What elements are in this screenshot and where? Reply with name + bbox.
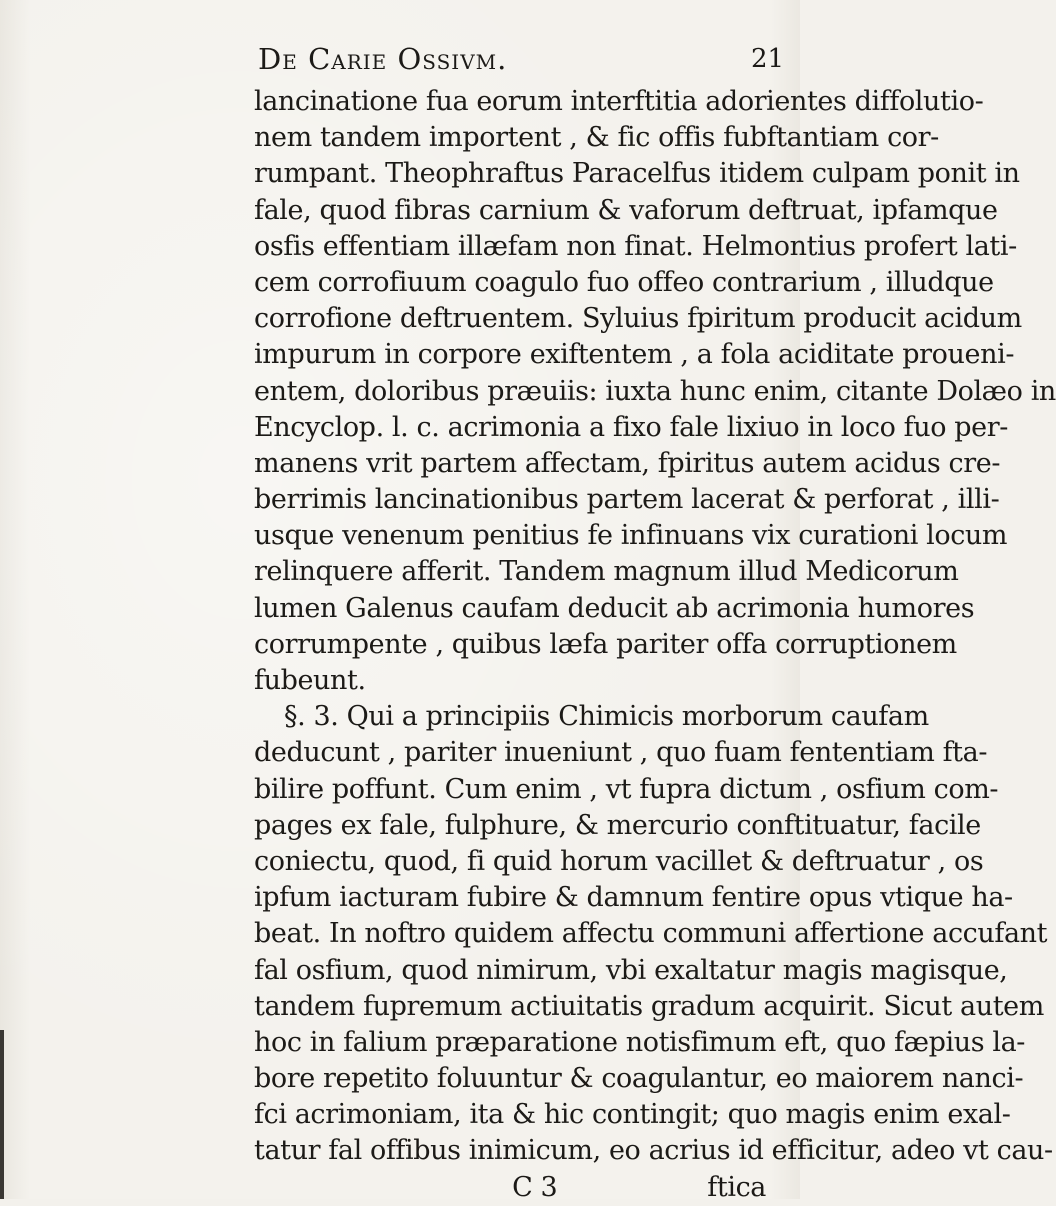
text-line: beat. In noftro quidem affectu communi affertione accufant: [254, 918, 1048, 950]
text-line: manens vrit partem affectam, fpiritus autem acidus cre-: [254, 447, 1001, 479]
page-number: 21: [751, 44, 785, 74]
text-line: fubeunt.: [254, 665, 366, 696]
running-title: De Carie Ossivm.: [258, 42, 508, 76]
text-line: bilire poffunt. Cum enim , vt fupra dictum , osfium com-: [254, 773, 999, 805]
catchword: ftica: [707, 1171, 766, 1203]
text-line: corrofione deftruentem. Syluius fpiritum producit acidum: [254, 303, 1022, 335]
text-line: tatur fal offibus inimicum, eo acrius id efficitur, adeo vt cau-: [254, 1135, 1053, 1167]
text-line: coniectu, quod, fi quid horum vacillet & deftruatur , os: [254, 845, 984, 877]
text-line: pages ex fale, fulphure, & mercurio conftituatur, facile: [254, 809, 981, 841]
text-line: corrumpente , quibus læfa pariter offa corruptionem: [254, 628, 957, 660]
text-line: berrimis lancinationibus partem lacerat & perforat , illi-: [254, 484, 1000, 516]
text-line: impurum in corpore exiftentem , a fola aciditate proueni-: [254, 339, 1015, 371]
text-line: lancinatione fua eorum interftitia adorientes diffolutio-: [254, 86, 984, 117]
text-line: lumen Galenus caufam deducit ab acrimonia humores: [254, 592, 975, 624]
text-line: usque venenum penitius fe infinuans vix curationi locum: [254, 520, 1008, 552]
text-line: fci acrimoniam, ita & hic contingit; quo magis enim exal-: [254, 1099, 1011, 1131]
text-line: nem tandem importent , & fic offis fubftantiam cor-: [254, 122, 939, 154]
text-line: tandem fupremum actiuitatis gradum acquirit. Sicut autem: [254, 990, 1044, 1022]
text-line: rumpant. Theophraftus Paracelfus itidem culpam ponit in: [254, 158, 1020, 190]
signature-mark: C 3: [512, 1171, 558, 1203]
text-line: Encyclop. l. c. acrimonia a fixo fale lixiuo in loco fuo per-: [254, 411, 1008, 443]
text-line: ipfum iacturam fubire & damnum fentire opus vtique ha-: [254, 882, 1013, 914]
text-line: entem, doloribus præuiis: iuxta hunc enim, citante Dolæo in: [254, 375, 1056, 407]
page-header: [0, 42, 800, 82]
text-line: fal osfium, quod nimirum, vbi exaltatur magis magisque,: [254, 954, 1008, 986]
text-line: relinquere afferit. Tandem magnum illud Medicorum: [254, 556, 959, 588]
text-line: hoc in falium præparatione notisfimum eft, quo fæpius la-: [254, 1026, 1025, 1058]
text-line: fale, quod fibras carnium & vaforum deftruat, ipfamque: [254, 194, 998, 226]
footer-line: [254, 1170, 770, 1206]
body-text: [254, 84, 1056, 1206]
text-line: cem corrofiuum coagulo fuo offeo contrarium , illudque: [254, 266, 994, 298]
text-line: bore repetito foluuntur & coagulantur, eo maiorem nanci-: [254, 1063, 1024, 1095]
text-line: deducunt , pariter inueniunt , quo fuam fententiam fta-: [254, 737, 988, 769]
paragraph-start-line: §. 3. Qui a principiis Chimicis morborum caufam: [284, 701, 929, 733]
text-line: osfis effentiam illæfam non finat. Helmontius profert lati-: [254, 230, 1017, 262]
page-edge-shadow: [0, 1030, 4, 1199]
